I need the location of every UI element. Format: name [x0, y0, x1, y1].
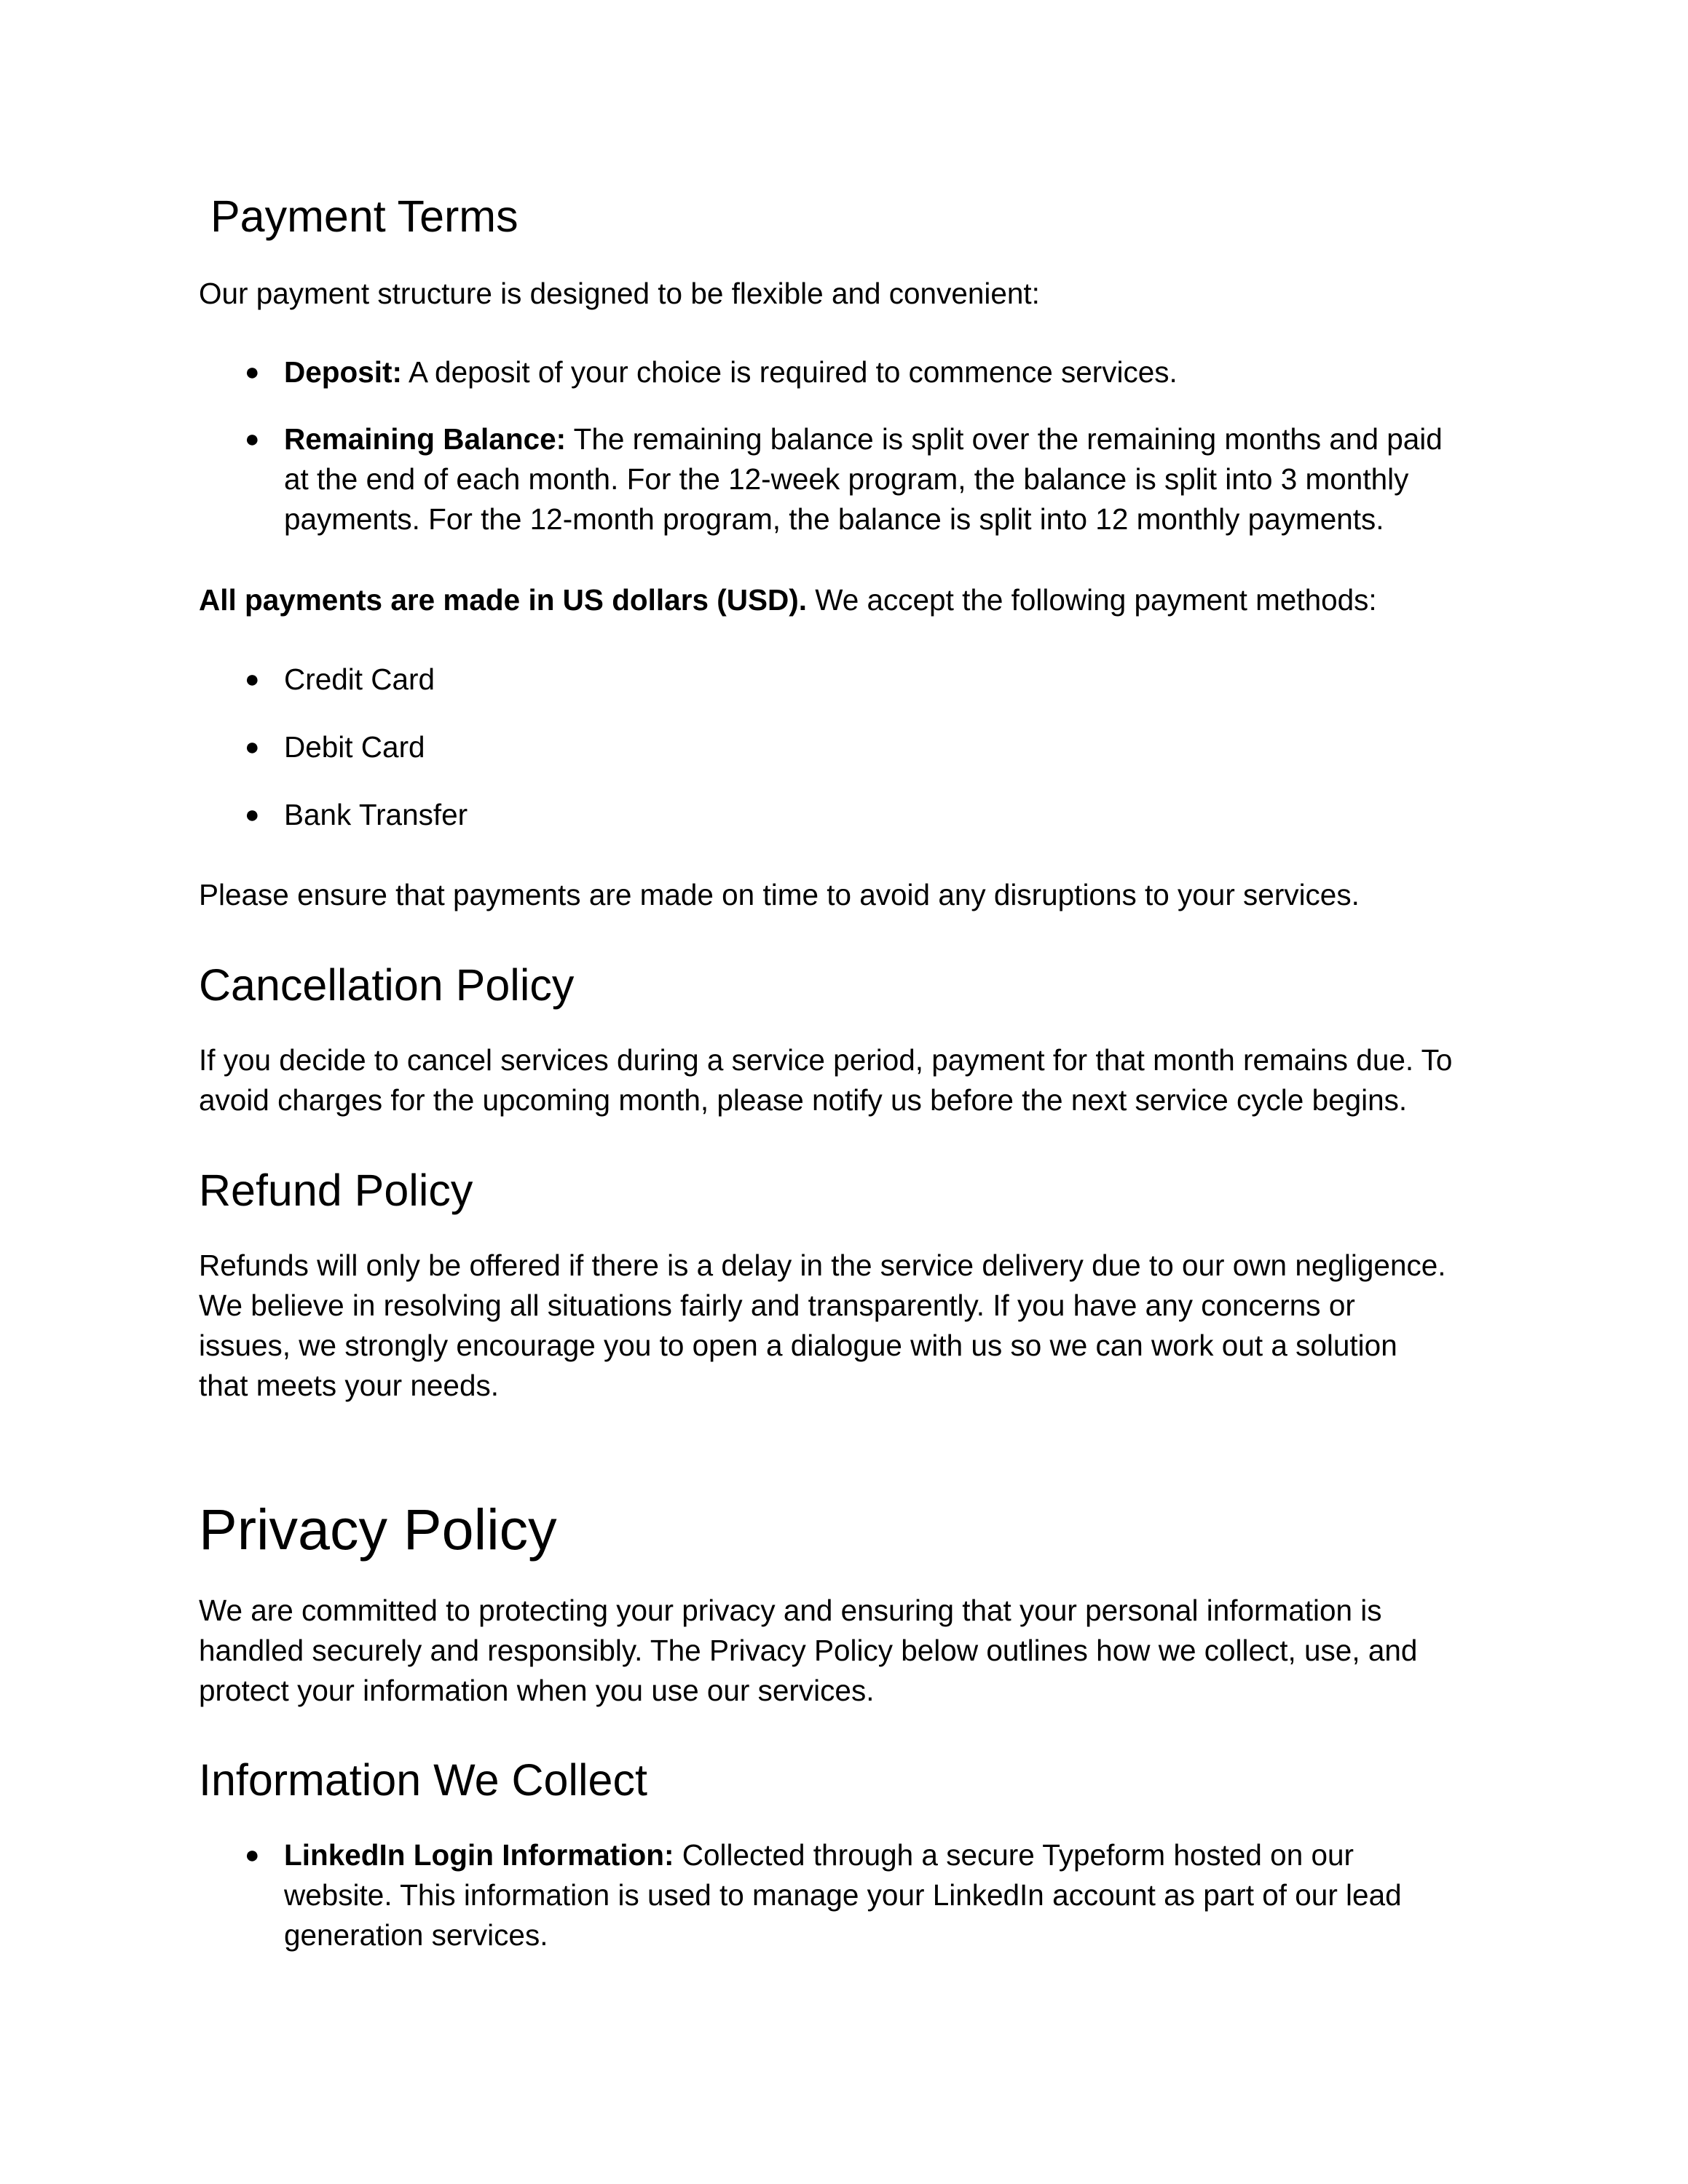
cancellation-line: If you decide to cancel services during a service period, payment for that month remains due. To — [199, 1043, 1453, 1077]
remaining-balance-label: Remaining Balance: — [284, 422, 567, 456]
bullet-icon: ● — [245, 801, 260, 828]
privacy-line: handled securely and responsibly. The Privacy Policy below outlines how we collect, use, and — [199, 1634, 1418, 1667]
deposit-label: Deposit: — [284, 355, 402, 389]
bullet-icon: ● — [245, 665, 260, 693]
refund-line: We believe in resolving all situations fairly and transparently. If you have any concerns or — [199, 1289, 1355, 1322]
bullet-icon: ● — [245, 425, 260, 453]
bullet-icon: ● — [245, 733, 260, 761]
privacy-line: We are committed to protecting your privacy and ensuring that your personal information is — [199, 1594, 1382, 1627]
bullet-icon: ● — [245, 358, 260, 386]
refund-line: Refunds will only be offered if there is a delay in the service delivery due to our own negligence. — [199, 1249, 1446, 1282]
heading-information-we-collect: Information We Collect — [199, 1755, 647, 1805]
refund-line: issues, we strongly encourage you to open a dialogue with us so we can work out a solution — [199, 1329, 1397, 1362]
payment-intro: Our payment structure is designed to be flexible and convenient: — [199, 277, 1040, 310]
bullet-icon: ● — [245, 1841, 260, 1869]
linkedin-login-label: LinkedIn Login Information: — [284, 1838, 674, 1872]
heading-privacy-policy: Privacy Policy — [199, 1497, 557, 1562]
cancellation-line: avoid charges for the upcoming month, please notify us before the next service cycle begins. — [199, 1083, 1408, 1117]
heading-payment-terms: Payment Terms — [210, 191, 518, 241]
heading-refund-policy: Refund Policy — [199, 1166, 473, 1215]
currency-statement: All payments are made in US dollars (USD). We accept the following payment methods: — [199, 583, 1377, 617]
payment-closing: Please ensure that payments are made on time to avoid any disruptions to your services. — [199, 878, 1360, 911]
privacy-line: protect your information when you use our services. — [199, 1674, 875, 1707]
heading-cancellation-policy: Cancellation Policy — [199, 960, 575, 1010]
refund-line: that meets your needs. — [199, 1369, 499, 1402]
